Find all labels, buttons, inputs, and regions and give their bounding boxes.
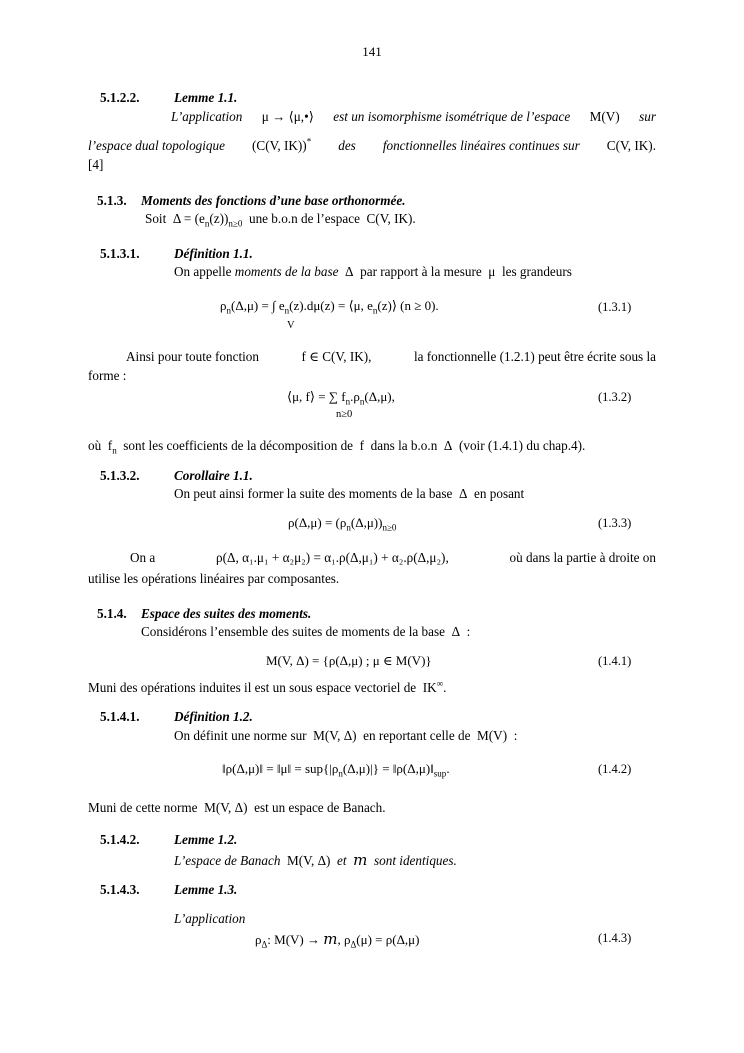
lemma-line: L’application: [174, 911, 246, 926]
page-number: 141: [362, 44, 382, 59]
equation-1-3-1: $\rho_n(\Delta,\mu)$ = ∫ $e_n(z).d\mu(z)$ = ⟨μ, $e_n(z)⟩$ (n ≥ 0).: [220, 298, 439, 316]
paragraph-line: Ainsi pour toute fonction f ∈ C(V, IK), la fonctionnelle (1.2.1) peut être écrite sous la: [126, 349, 656, 364]
equation-1-4-1: M(V, Δ) = {ρ(Δ,μ) ; μ ∈ M(V)}: [266, 653, 432, 668]
integral-limit: V: [287, 320, 295, 331]
section-number: 5.1.3.1.: [100, 246, 140, 261]
lemma-line: L’espace de Banach M(V, Δ) et m sont identiques.: [174, 851, 457, 869]
equation-1-3-3: $\rho(\Delta,\mu) = (\rho_n(\Delta,\mu))_{n\ge 0}$: [288, 515, 397, 533]
corollary-line: On peut ainsi former la suite des moments de la base Δ en posant: [174, 486, 525, 501]
equation-1-4-3: $\rho_\Delta$: M(V) → m, $\rho_\Delta(\mu) = \rho(\Delta,\mu)$: [255, 930, 420, 950]
section-title: Corollaire 1.1.: [174, 468, 253, 483]
section-title: Lemme 1.2.: [174, 832, 238, 847]
paragraph-line: Muni des opérations induites il est un sous espace vectoriel de IK∞.: [88, 678, 447, 695]
equation-number: (1.3.2): [598, 390, 632, 404]
equation-number: (1.4.1): [598, 654, 632, 668]
sum-limit: n≥0: [336, 409, 353, 420]
paragraph-line: Muni de cette norme M(V, Δ) est un espace de Banach.: [88, 800, 386, 815]
paragraph-line: où $f_n$ sont les coefficients de la décomposition de f dans la b.o.n Δ (voir (1.4.1) du chap.4).: [88, 438, 586, 456]
reference: [4]: [88, 157, 104, 172]
definition-line: On définit une norme sur M(V, Δ) en reportant celle de M(V) :: [174, 728, 518, 743]
equation-number: (1.4.2): [598, 762, 632, 776]
equation-1-4-2: ‖ρ(Δ,μ)‖ = ‖μ‖ = $sup\{|\rho_n(\Delta,\mu)|\}$ = $‖\rho(\Delta,\mu)‖_{sup}$.: [222, 761, 450, 779]
paragraph-line: On a ρ(Δ, α₁.μ₁ + α₂μ₂) = α₁.ρ(Δ,μ₁) + α₂.ρ(Δ,μ₂), où dans la partie à droite on: [130, 550, 656, 565]
equation-1-3-2: ⟨μ, f⟩ = ∑ $f_n.\rho_n(\Delta,\mu)$,: [287, 389, 395, 407]
section-number: 5.1.4.2.: [100, 832, 140, 847]
section-number: 5.1.4.: [97, 606, 127, 621]
equation-number: (1.3.3): [598, 516, 632, 530]
lemma-line-2: l’espace dual topologique (C(V, IK))* des fonctionnelles linéaires continues sur C(V, IK).: [88, 136, 656, 153]
definition-line: On appelle moments de la base Δ par rapport à la mesure μ les grandeurs: [174, 264, 572, 279]
section-title: Moments des fonctions d’une base orthonormée.: [141, 193, 406, 208]
section-number: 5.1.4.3.: [100, 882, 140, 897]
section-title: Définition 1.2.: [174, 709, 253, 724]
section-title: Espace des suites des moments.: [141, 606, 312, 621]
equation-number: (1.4.3): [598, 931, 632, 945]
section-line: Considérons l’ensemble des suites de moments de la base Δ :: [141, 624, 471, 639]
paragraph-line: utilise les opérations linéaires par composantes.: [88, 571, 340, 586]
section-number: 5.1.4.1.: [100, 709, 140, 724]
section-title: Lemme 1.1.: [174, 90, 238, 105]
equation-number: (1.3.1): [598, 300, 632, 314]
section-number: 5.1.3.: [97, 193, 127, 208]
section-number: 5.1.2.2.: [100, 90, 140, 105]
section-line: Soit $\Delta = (e_n(z))_{n\ge 0}$ une b.o.n de l’espace C(V, IK).: [145, 211, 416, 229]
section-number: 5.1.3.2.: [100, 468, 140, 483]
paragraph-line: forme :: [88, 368, 127, 383]
section-title: Lemme 1.3.: [174, 882, 238, 897]
lemma-line-1: L’application μ → ⟨μ,•⟩ est un isomorphisme isométrique de l’espace M(V) sur: [171, 109, 656, 124]
section-title: Définition 1.1.: [174, 246, 253, 261]
